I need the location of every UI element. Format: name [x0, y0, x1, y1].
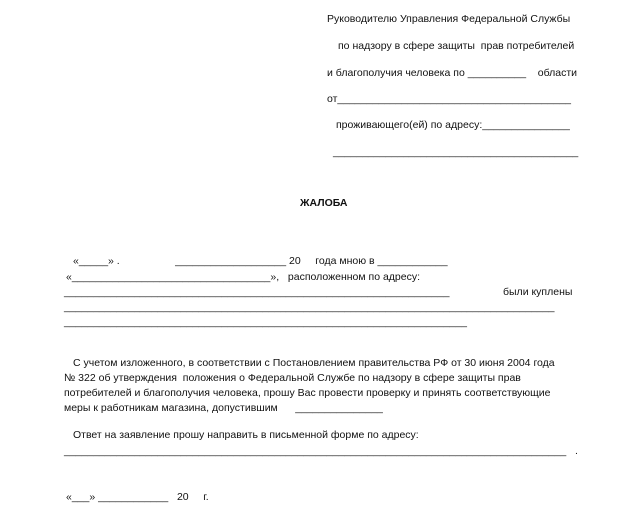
answer-address-blank: ______________________________________________________________________________________ . [64, 445, 578, 457]
document-title: ЖАЛОБА [300, 197, 348, 209]
paragraph-line-1: С учетом изложенного, в соответствии с Постановлением правительства РФ от 30 июня 2004 года [73, 357, 555, 369]
addressee-line-2: по надзору в сфере защиты прав потребителей [338, 40, 575, 52]
addressee-line-3: и благополучия человека по __________ области [327, 67, 578, 79]
from-line: от________________________________________ [327, 93, 572, 105]
blank-line-1: ____________________________________________________________________________________ [64, 301, 555, 313]
residence-blank-line: __________________________________________ [333, 146, 579, 158]
paragraph-line-2: № 322 об утверждения положения о Федеральной Службе по надзору в сфере защиты прав [64, 372, 521, 384]
paragraph-line-3: потребителей и благополучия человека, прошу Вас провести проверку и принять соответствующие [64, 387, 551, 399]
answer-request-line: Ответ на заявление прошу направить в письменной форме по адресу: [73, 429, 419, 441]
purchase-label: были куплены [503, 286, 573, 298]
date-line: «_____» . ___________________ 20 года мною в ____________ [73, 255, 448, 267]
signature-date-line: «___» ____________ 20 г. [66, 491, 209, 503]
paragraph-line-4: меры к работникам магазина, допустившим _______________ [64, 402, 383, 414]
blank-line-2: _____________________________________________________________________ [64, 316, 467, 328]
purchase-blank: __________________________________________________________________ [64, 286, 450, 298]
store-line: «__________________________________», расположенном по адресу: [66, 271, 421, 283]
addressee-line-1: Руководителю Управления Федеральной Службы [327, 13, 571, 25]
residence-line: проживающего(ей) по адресу:_______________ [336, 119, 570, 131]
